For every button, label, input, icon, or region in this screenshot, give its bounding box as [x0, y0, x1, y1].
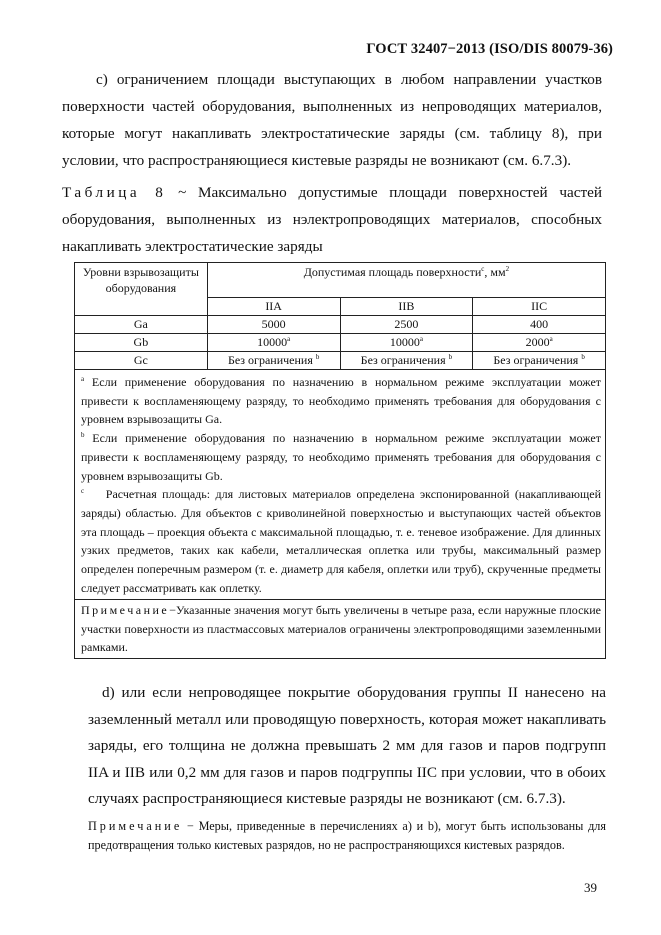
- table-caption-dash: ~: [166, 184, 199, 201]
- value-cell: 400: [473, 316, 606, 334]
- group-iib-header: IIB: [340, 298, 473, 316]
- table-caption-text: Максимально допустимые площади поверхностей частей оборудования, выполненных из нэлектропроводящих материалов, способных накапливать электростатические заряды: [62, 184, 603, 255]
- standard-header: ГОСТ 32407−2013 (ISO/DIS 80079-36): [366, 41, 613, 57]
- table-note-row: [75, 600, 606, 658]
- value-cell: 10000$^a$: [340, 334, 473, 352]
- table-footnotes-row: [75, 370, 606, 600]
- table-row: [75, 352, 606, 370]
- value-cell: Без ограничения $^b$: [207, 352, 340, 370]
- footnote-b: $^b$ Если применение оборудования по назначению в нормальном режиме эксплуатации может привести к воспламеняющему разряду, то необходимо применять требования для оборудования с уровнем взрывозащиты Gb.: [81, 431, 602, 483]
- table-caption-label: Таблица 8: [62, 184, 167, 201]
- value-cell: Без ограничения $^b$: [340, 352, 473, 370]
- paragraph-d: [88, 680, 606, 813]
- level-cell: Gc: [75, 352, 208, 370]
- paragraph-d-text: d) или если непроводящее покрытие оборудования группы II нанесено на заземленный металл или проводящую поверхность, которая может накапливать заряды, его толщина не должна превышать 2 мм для газов и паров подгрупп IIA и IIB или 0,2 мм для газов и паров подгруппы IIC при условии, что в обоих случаях распространяющиеся кистевые разряды не возникают (см. 6.7.3).: [88, 684, 606, 807]
- page-number: 39: [584, 880, 597, 895]
- level-cell: Ga: [75, 316, 208, 334]
- paragraph-c: c) ограничением площади выступающих в любом направлении участков поверхности частей оборудования, выполненных из непроводящих материалов, которые могут накапливать электростатические заряды (см. таблицу 8), при условии, что распространяющиеся кистевые разряды не возникают (см. 6.7.3).: [62, 71, 602, 169]
- table-footnotes: [75, 370, 606, 600]
- footnote-c: $^c$ Расчетная площадь: для листовых материалов определена экспонированной (накапливающей заряды) областью. Для объектов с криволинейной поверхностью и выступающих частей объектов эта площадь – проекция объекта с максимальной площадью, т. е. теневое изображение. Для длинных узких предметов, таких как кабели, металлическая оплетка или трубы, максимальный размер определен поперечным размером (т. е. диаметр для кабеля, оплетки или труб), скрученные предметы следует рассматривать как оплетку.: [81, 487, 601, 595]
- header-levels: Уровни взрывозащиты оборудования: [75, 263, 208, 316]
- closing-note-dash: −: [182, 819, 199, 833]
- closing-note-text: Меры, приведенные в перечислениях a) и b), могут быть использованы для предотвращения только кистевых разрядов, но не распространяющихся кистевых разрядов.: [88, 819, 606, 852]
- value-cell: 2500: [340, 316, 473, 334]
- closing-note-label: Примечание: [88, 819, 183, 833]
- table-note: Примечание−Указанные значения могут быть увеличены в четыре раза, если наружные плоские участки поверхности из пластмассовых материалов ограничены электропроводящими заземленными рамками.: [75, 600, 606, 658]
- value-cell: 2000$^a$: [473, 334, 606, 352]
- group-iia-header: IIA: [207, 298, 340, 316]
- level-cell: Gb: [75, 334, 208, 352]
- table-caption: [62, 179, 602, 260]
- group-iic-header: IIC: [473, 298, 606, 316]
- value-cell: 5000: [207, 316, 340, 334]
- closing-note: [88, 817, 606, 855]
- surface-area-table: [74, 262, 606, 659]
- header-area: Допустимая площадь поверхности$^c$, $мм^2$: [207, 263, 605, 298]
- table-row: [75, 316, 606, 334]
- table-row: [75, 334, 606, 352]
- value-cell: 10000$^a$: [207, 334, 340, 352]
- footnote-a: $^a$ Если применение оборудования по назначению в нормальном режиме эксплуатации может привести к воспламеняющему разряду, то необходимо применять требования для оборудования с уровнем взрывозащиты Ga.: [81, 375, 602, 427]
- value-cell: Без ограничения $^b$: [473, 352, 606, 370]
